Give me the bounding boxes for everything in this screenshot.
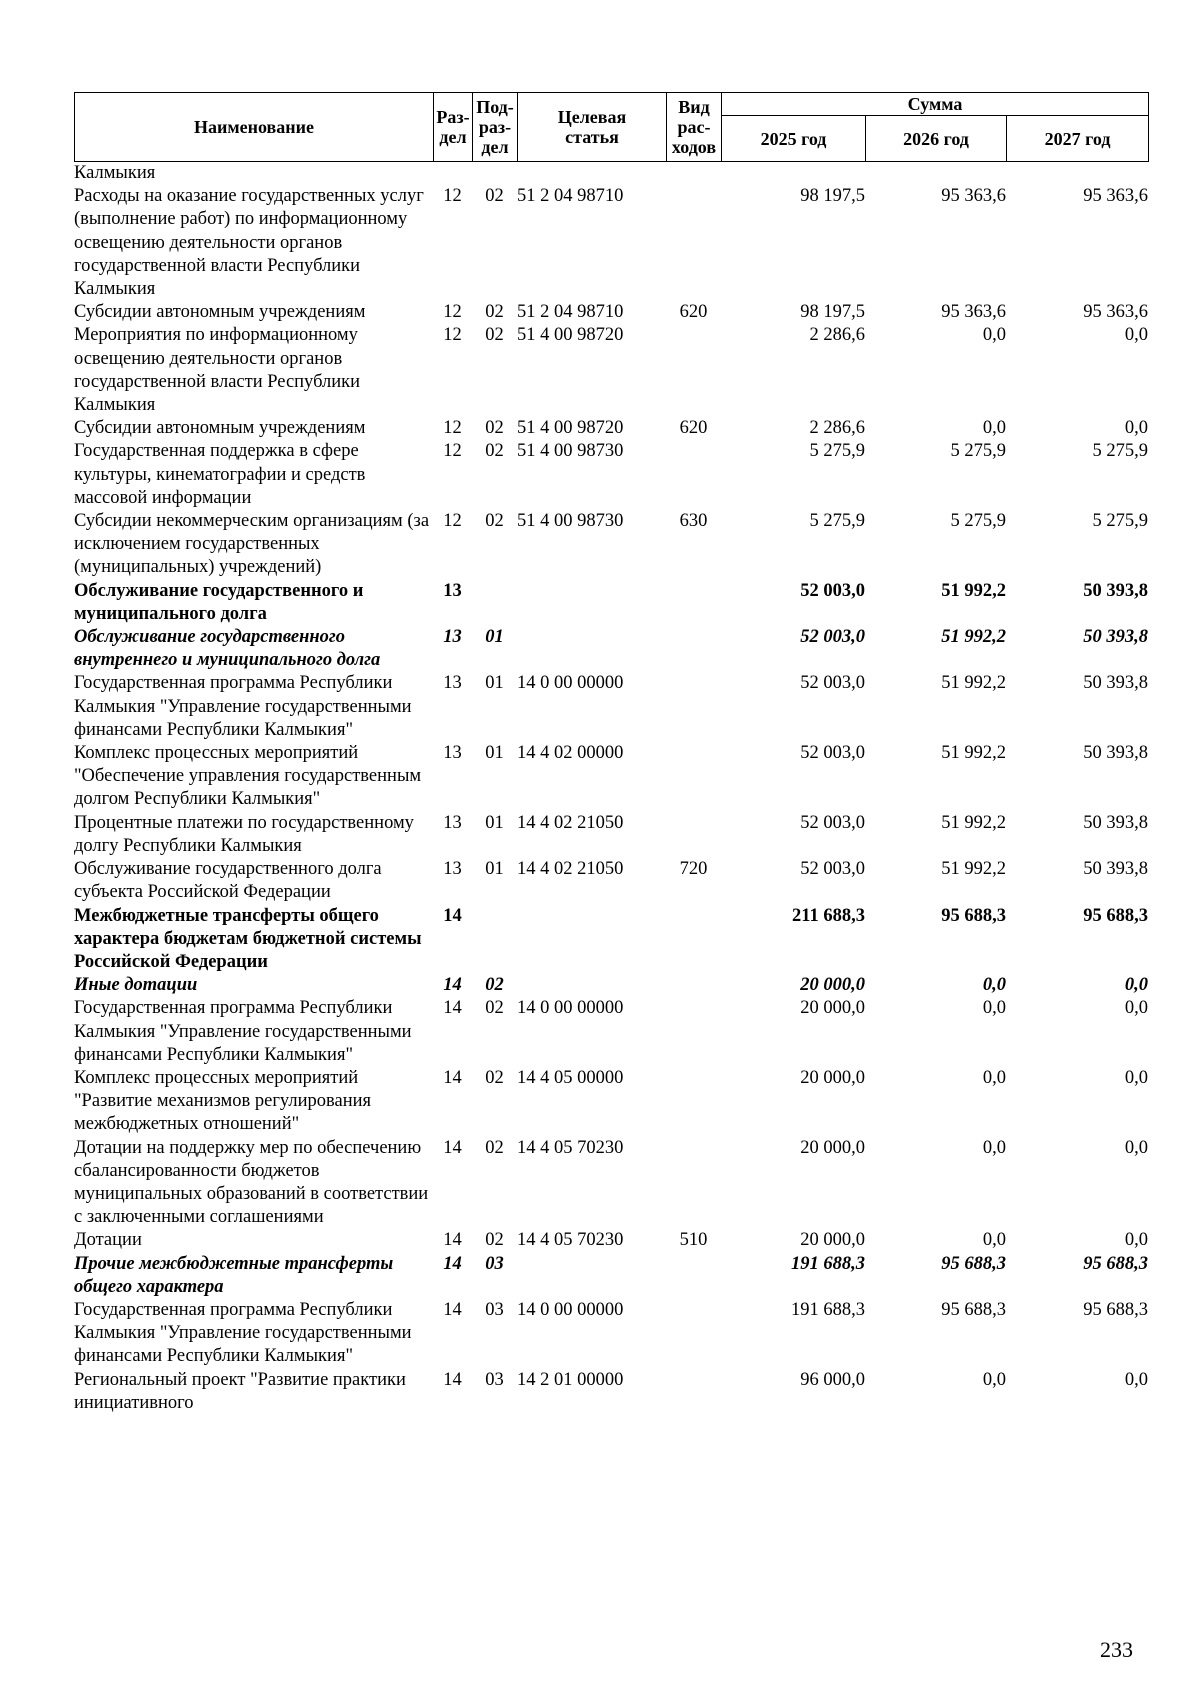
- row-sum-2026: [865, 162, 1006, 185]
- row-vid: [666, 1299, 721, 1369]
- row-podrazdel: 02: [485, 975, 504, 996]
- row-podrazdel: 03: [485, 1299, 504, 1320]
- row-name: Государственная программа Республики Калмыкия "Управление государственными финансами Республики Калмыкия": [74, 673, 412, 740]
- row-name: Обслуживание государственного внутреннего и муниципального долга: [74, 627, 381, 671]
- row-sum-2027: 0,0: [1124, 1067, 1148, 1088]
- row-razdel: 12: [443, 325, 462, 346]
- table-row: [74, 997, 1148, 1067]
- row-vid: 720: [679, 859, 708, 880]
- row-podrazdel: 02: [485, 511, 504, 532]
- row-vid: [666, 1137, 721, 1230]
- budget-table: [74, 92, 1148, 1415]
- row-razdel: 14: [443, 1230, 462, 1251]
- row-tselevaya: [517, 626, 666, 672]
- row-sum-2027: 0,0: [1124, 1137, 1148, 1158]
- row-razdel: 14: [443, 1067, 462, 1088]
- row-razdel: 14: [443, 1369, 462, 1390]
- row-tselevaya: 51 2 04 98710: [517, 302, 624, 323]
- row-tselevaya: [517, 1253, 666, 1299]
- row-sum-2027: 0,0: [1124, 975, 1148, 996]
- row-sum-2025: 5 275,9: [809, 441, 865, 462]
- row-podrazdel: 02: [485, 325, 504, 346]
- header-razdel: Раз- дел: [434, 93, 473, 162]
- table-row: [74, 1369, 1148, 1415]
- row-sum-2027: 50 393,8: [1083, 859, 1148, 880]
- table-row: [74, 1067, 1148, 1137]
- row-vid: [666, 974, 721, 997]
- row-razdel: 13: [443, 580, 462, 601]
- row-sum-2025: 2 286,6: [809, 325, 865, 346]
- row-sum-2025: 191 688,3: [791, 1299, 865, 1320]
- row-tselevaya: 51 2 04 98710: [517, 186, 624, 207]
- row-vid: [666, 672, 721, 742]
- row-name: Обслуживание государственного и муниципального долга: [74, 580, 364, 624]
- row-sum-2026: 51 992,2: [941, 580, 1006, 601]
- row-tselevaya: 14 4 02 21050: [517, 859, 624, 880]
- table-row: [74, 974, 1148, 997]
- page-number: 233: [1100, 1637, 1133, 1662]
- row-razdel: 13: [443, 859, 462, 880]
- header-2026: 2026 год: [866, 116, 1007, 162]
- header-vid: Вид рас- ходов: [667, 93, 722, 162]
- row-vid: [666, 185, 721, 301]
- row-sum-2026: 0,0: [982, 1137, 1006, 1158]
- row-sum-2027: 95 688,3: [1083, 1253, 1148, 1274]
- row-sum-2025: 52 003,0: [800, 812, 865, 833]
- header-tselevaya: Целевая статья: [518, 93, 667, 162]
- row-sum-2025: 20 000,0: [800, 1067, 865, 1088]
- row-tselevaya: 14 0 00 00000: [517, 1299, 624, 1320]
- row-sum-2025: 20 000,0: [800, 1137, 865, 1158]
- row-sum-2026: 0,0: [982, 1230, 1006, 1251]
- header-summa: Сумма: [722, 93, 1149, 116]
- header-name: Наименование: [75, 93, 434, 162]
- row-vid: [666, 440, 721, 510]
- row-podrazdel: 01: [485, 673, 504, 694]
- row-sum-2026: 95 363,6: [941, 302, 1006, 323]
- row-tselevaya: 14 4 02 21050: [517, 812, 624, 833]
- row-razdel: [433, 162, 472, 185]
- row-sum-2026: 95 363,6: [941, 186, 1006, 207]
- table-row: [74, 1229, 1148, 1252]
- row-sum-2027: 5 275,9: [1092, 441, 1148, 462]
- row-sum-2025: 211 688,3: [792, 905, 865, 926]
- row-podrazdel: [472, 905, 517, 975]
- row-sum-2027: 0,0: [1124, 1369, 1148, 1390]
- row-razdel: 12: [443, 511, 462, 532]
- row-sum-2026: 51 992,2: [941, 673, 1006, 694]
- row-sum-2025: 52 003,0: [800, 627, 865, 648]
- row-vid: 620: [679, 418, 708, 439]
- table-body: [74, 162, 1148, 1415]
- row-vid: [666, 812, 721, 858]
- row-razdel: 12: [443, 186, 462, 207]
- table-row: [74, 905, 1148, 975]
- row-podrazdel: 01: [485, 812, 504, 833]
- table-row: [74, 580, 1148, 626]
- row-sum-2027: 0,0: [1124, 418, 1148, 439]
- row-sum-2026: 5 275,9: [950, 511, 1006, 532]
- row-podrazdel: [472, 580, 517, 626]
- row-sum-2027: [1006, 162, 1148, 185]
- row-tselevaya: 14 0 00 00000: [517, 673, 624, 694]
- table-header: [74, 92, 1149, 162]
- row-razdel: 12: [443, 418, 462, 439]
- row-sum-2025: 52 003,0: [800, 859, 865, 880]
- row-sum-2026: 0,0: [982, 325, 1006, 346]
- row-vid: [666, 1369, 721, 1415]
- row-vid: [666, 905, 721, 975]
- row-sum-2025: [721, 162, 865, 185]
- row-tselevaya: 14 4 05 70230: [517, 1137, 624, 1158]
- table-row: [74, 858, 1148, 904]
- row-vid: [666, 580, 721, 626]
- table-row: [74, 1137, 1148, 1230]
- row-sum-2026: 5 275,9: [950, 441, 1006, 462]
- row-sum-2027: 0,0: [1124, 998, 1148, 1019]
- row-name: Дотации: [74, 1230, 142, 1251]
- row-name: Государственная программа Республики Калмыкия "Управление государственными финансами Республики Калмыкия": [74, 1299, 412, 1367]
- row-sum-2026: 0,0: [982, 418, 1006, 439]
- row-vid: [666, 324, 721, 417]
- table-row: [74, 672, 1148, 742]
- row-podrazdel: 03: [485, 1369, 504, 1390]
- row-podrazdel: 02: [485, 1137, 504, 1158]
- table-row: [74, 1253, 1148, 1299]
- row-razdel: 14: [443, 1299, 462, 1320]
- table-row: [74, 812, 1148, 858]
- table-row: [74, 626, 1148, 672]
- row-podrazdel: 02: [485, 302, 504, 323]
- row-name: Комплекс процессных мероприятий "Развитие механизмов регулирования межбюджетных отношений": [74, 1067, 372, 1135]
- row-sum-2025: 98 197,5: [800, 302, 865, 323]
- table-row: [74, 1299, 1148, 1369]
- row-sum-2025: 2 286,6: [809, 418, 865, 439]
- row-name: Обслуживание государственного долга субъекта Российской Федерации: [74, 859, 382, 903]
- header-podrazdel: Под- раз- дел: [473, 93, 518, 162]
- row-sum-2025: 191 688,3: [791, 1253, 865, 1274]
- row-name: Комплекс процессных мероприятий "Обеспечение управления государственным долгом Республики Калмыкия": [74, 743, 422, 810]
- row-sum-2027: 95 363,6: [1083, 302, 1148, 323]
- row-podrazdel: 01: [485, 859, 504, 880]
- row-sum-2026: 51 992,2: [941, 812, 1006, 833]
- row-name: Мероприятия по информационному освещению деятельности органов государственной власти Республики Калмыкия: [74, 325, 361, 416]
- row-name: Иные дотации: [74, 975, 198, 996]
- row-tselevaya: 14 0 00 00000: [517, 998, 624, 1019]
- row-vid: [666, 162, 721, 185]
- row-vid: 620: [679, 302, 708, 323]
- row-name: Государственная поддержка в сфере культуры, кинематографии и средств массовой информации: [74, 441, 366, 508]
- row-sum-2026: 95 688,3: [941, 1253, 1006, 1274]
- row-razdel: 12: [443, 302, 462, 323]
- row-tselevaya: 14 4 05 00000: [517, 1067, 624, 1088]
- row-vid: 630: [679, 511, 708, 532]
- row-sum-2025: 98 197,5: [800, 186, 865, 207]
- table-row: [74, 417, 1148, 440]
- row-tselevaya: [517, 974, 666, 997]
- row-razdel: 12: [443, 441, 462, 462]
- row-tselevaya: 51 4 00 98720: [517, 418, 624, 439]
- row-podrazdel: 02: [485, 418, 504, 439]
- row-podrazdel: [472, 162, 517, 185]
- table-row: [74, 742, 1148, 812]
- row-vid: [666, 1067, 721, 1137]
- row-podrazdel: 02: [485, 1230, 504, 1251]
- row-vid: [666, 1253, 721, 1299]
- row-razdel: 13: [443, 673, 462, 694]
- row-sum-2027: 50 393,8: [1083, 673, 1148, 694]
- row-tselevaya: 51 4 00 98730: [517, 441, 624, 462]
- table-row: [74, 185, 1148, 301]
- row-name: Расходы на оказание государственных услуг (выполнение работ) по информационному освещению деятельности органов государственной власти Республики Калмыкия: [74, 186, 424, 300]
- row-razdel: 13: [443, 812, 462, 833]
- row-sum-2027: 0,0: [1124, 1230, 1148, 1251]
- row-tselevaya: [517, 580, 666, 626]
- row-sum-2027: 95 688,3: [1083, 1299, 1148, 1320]
- row-sum-2027: 50 393,8: [1083, 812, 1148, 833]
- row-name: Государственная программа Республики Калмыкия "Управление государственными финансами Республики Калмыкия": [74, 998, 412, 1065]
- header-2025: 2025 год: [722, 116, 866, 162]
- row-sum-2027: 95 363,6: [1083, 186, 1148, 207]
- row-razdel: 13: [443, 627, 462, 648]
- row-vid: [666, 742, 721, 812]
- row-podrazdel: 01: [485, 743, 504, 764]
- row-tselevaya: [517, 905, 666, 975]
- header-2027: 2027 год: [1007, 116, 1149, 162]
- row-name: Прочие межбюджетные трансферты общего характера: [74, 1253, 394, 1297]
- row-sum-2026: 51 992,2: [941, 859, 1006, 880]
- row-sum-2025: 52 003,0: [800, 580, 865, 601]
- row-sum-2026: 0,0: [982, 975, 1006, 996]
- row-sum-2026: 51 992,2: [941, 627, 1006, 648]
- row-sum-2025: 20 000,0: [800, 998, 865, 1019]
- row-razdel: 14: [443, 1137, 462, 1158]
- row-podrazdel: 02: [485, 1067, 504, 1088]
- row-sum-2027: 95 688,3: [1083, 905, 1148, 926]
- row-name: Субсидии автономным учреждениям: [74, 418, 366, 439]
- row-sum-2027: 50 393,8: [1083, 743, 1148, 764]
- row-name: Субсидии автономным учреждениям: [74, 302, 366, 323]
- row-sum-2025: 5 275,9: [809, 511, 865, 532]
- row-podrazdel: 02: [485, 186, 504, 207]
- row-sum-2025: 20 000,0: [800, 1230, 865, 1251]
- row-sum-2026: 51 992,2: [941, 743, 1006, 764]
- row-sum-2026: 0,0: [982, 1369, 1006, 1390]
- row-name: Калмыкия: [74, 163, 156, 183]
- row-sum-2027: 50 393,8: [1083, 580, 1148, 601]
- row-name: Межбюджетные трансферты общего характера бюджетам бюджетной системы Российской Федерации: [74, 905, 422, 972]
- row-tselevaya: 14 4 02 00000: [517, 743, 624, 764]
- row-sum-2025: 52 003,0: [800, 743, 865, 764]
- row-sum-2027: 5 275,9: [1092, 511, 1148, 532]
- row-name: Дотации на поддержку мер по обеспечению сбалансированности бюджетов муниципальных образований в соответствии с заключенными соглашениями: [74, 1137, 429, 1228]
- row-sum-2027: 0,0: [1124, 325, 1148, 346]
- table-row: [74, 440, 1148, 510]
- row-razdel: 14: [443, 905, 462, 926]
- row-podrazdel: 01: [485, 627, 504, 648]
- row-razdel: 14: [443, 998, 462, 1019]
- row-vid: 510: [679, 1230, 708, 1251]
- row-razdel: 13: [443, 743, 462, 764]
- row-sum-2026: 0,0: [982, 998, 1006, 1019]
- table-row: [74, 162, 1148, 185]
- row-sum-2027: 50 393,8: [1083, 627, 1148, 648]
- row-sum-2026: 0,0: [982, 1067, 1006, 1088]
- row-name: Региональный проект "Развитие практики инициативного: [74, 1369, 406, 1413]
- row-sum-2025: 52 003,0: [800, 673, 865, 694]
- row-name: Процентные платежи по государственному долгу Республики Калмыкия: [74, 812, 414, 856]
- row-sum-2025: 96 000,0: [800, 1369, 865, 1390]
- row-tselevaya: 51 4 00 98730: [517, 511, 624, 532]
- row-vid: [666, 626, 721, 672]
- row-sum-2025: 20 000,0: [800, 975, 865, 996]
- row-name: Субсидии некоммерческим организациям (за исключением государственных (муниципальных) учреждений): [74, 511, 430, 578]
- row-tselevaya: 14 4 05 70230: [517, 1230, 624, 1251]
- row-tselevaya: 51 4 00 98720: [517, 325, 624, 346]
- row-podrazdel: 02: [485, 998, 504, 1019]
- table-row: [74, 510, 1148, 580]
- row-sum-2026: 95 688,3: [941, 905, 1006, 926]
- table-row: [74, 324, 1148, 417]
- row-razdel: 14: [443, 975, 462, 996]
- row-sum-2026: 95 688,3: [941, 1299, 1006, 1320]
- row-podrazdel: 03: [485, 1253, 504, 1274]
- row-vid: [666, 997, 721, 1067]
- row-tselevaya: [517, 162, 666, 185]
- row-tselevaya: 14 2 01 00000: [517, 1369, 624, 1390]
- row-podrazdel: 02: [485, 441, 504, 462]
- row-razdel: 14: [443, 1253, 462, 1274]
- table-row: [74, 301, 1148, 324]
